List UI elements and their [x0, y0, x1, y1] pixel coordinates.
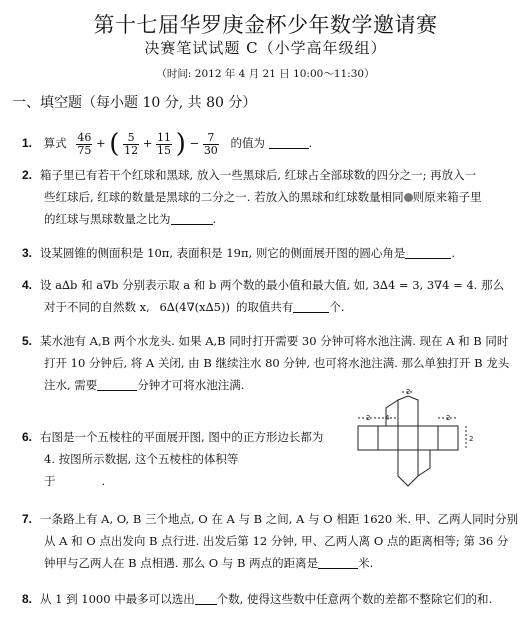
question-number: 6.	[22, 430, 33, 444]
q5-line-3a: 注水, 需要	[44, 378, 98, 392]
numerator: 7	[203, 132, 219, 145]
answer-blank[interactable]	[269, 136, 309, 149]
denominator: 75	[77, 143, 92, 157]
period: .	[101, 474, 106, 488]
exam-subtitle: 决赛笔试试题 C（小学高年级组）	[144, 39, 387, 57]
bottom-pentagon	[398, 450, 418, 486]
answer-blank[interactable]	[293, 300, 329, 313]
numerator: 46	[77, 130, 92, 144]
q8-text-b: 个数, 使得这些数中任意两个数的差都不整除它们的和.	[216, 592, 493, 606]
denominator: 30	[203, 143, 218, 157]
period: .	[212, 212, 217, 226]
dim-label: 2	[366, 414, 371, 422]
numerator: 5	[123, 132, 139, 145]
q5-line-1: 某水池有 A,B 两个水龙头. 如果 A,B 同时打开需要 30 分钟可将水池注满. 现在 A 和 B 同时	[40, 334, 509, 348]
question-number: 2.	[22, 168, 33, 182]
square-strip	[358, 426, 458, 450]
answer-blank[interactable]	[318, 556, 358, 569]
ink-spot-icon	[404, 193, 413, 202]
question-2	[22, 164, 482, 230]
q4-line-1: 设 a∆b 和 a∇b 分别表示取 a 和 b 两个数的最小值和最大值, 如, 3∆4 = 3, 3∇4 = 4. 那么	[40, 278, 505, 292]
answer-blank[interactable]	[405, 246, 451, 259]
section-heading: 一、填空题（每小题 10 分, 共 80 分）	[12, 95, 257, 111]
question-5	[22, 330, 509, 396]
question-8	[22, 588, 492, 610]
plus-sign: +	[142, 136, 153, 150]
numerator: 11	[157, 130, 172, 144]
answer-blank[interactable]	[195, 592, 217, 605]
question-number: 1.	[22, 136, 33, 150]
q2-line-2b: 则原来箱子里	[412, 190, 482, 204]
period: .	[451, 246, 455, 260]
plus-sign: +	[95, 136, 106, 150]
q7-line-1: 一条路上有 A, O, B 三个地点, O 在 A 与 B 之间, A 与 O 相距 1620 米. 甲、乙两人同时分别	[40, 512, 519, 526]
q4-end: 个.	[329, 300, 345, 314]
question-number: 4.	[22, 278, 33, 292]
question-4	[22, 274, 504, 318]
minus-sign: −	[189, 136, 200, 150]
denominator: 12	[124, 143, 139, 157]
question-number: 8.	[22, 592, 33, 606]
q1-prefix: 算式	[43, 136, 67, 150]
q8-text-a: 从 1 到 1000 中最多可以选出	[40, 592, 195, 606]
dim-label: 2	[406, 388, 411, 396]
contest-title: 第十七届华罗庚金杯少年数学邀请赛	[93, 13, 438, 37]
period: .	[308, 136, 313, 150]
q7-line-3a: 钟甲与乙两人在 B 点相遇. 那么 O 与 B 两点的距离是	[44, 556, 319, 570]
answer-blank[interactable]	[97, 378, 137, 391]
right-paren: )	[175, 129, 186, 159]
q6-line-2: 4. 按图所示数据, 这个五棱柱的体积等	[44, 452, 239, 466]
question-6	[22, 426, 323, 492]
dim-label: 2	[446, 414, 451, 422]
q6-line-1: 右图是一个五棱柱的平面展开图, 图中的正方形边长都为	[40, 430, 324, 444]
fraction-5-12	[123, 132, 139, 157]
question-number: 3.	[22, 246, 33, 260]
question-3	[22, 242, 455, 264]
q7-line-2: 从 A 和 O 点出发向 B 点行进. 出发后第 12 分钟, 甲、乙两人离 O 点的距离相等; 第 36 分	[44, 534, 509, 548]
dim-label: 2	[469, 435, 474, 443]
q4-line-2b: 的取值共有	[235, 300, 294, 314]
denominator: 15	[157, 143, 172, 157]
q5-line-3b: 分钟才可将水池注满.	[137, 378, 245, 392]
answer-blank[interactable]	[171, 212, 213, 225]
exam-time: （时间: 2012 年 4 月 21 日 10:00～11:30）	[156, 68, 375, 80]
left-paren: (	[109, 129, 120, 159]
q2-line-3: 的红球与黑球数量之比为	[44, 212, 171, 226]
q7-line-3b: 米.	[358, 556, 374, 570]
top-pentagon	[398, 396, 418, 426]
answer-blank[interactable]	[56, 474, 102, 487]
question-number: 5.	[22, 334, 33, 348]
question-7	[22, 508, 518, 574]
fraction-46-75	[76, 132, 92, 157]
q2-line-1: 箱子里已有若干个红球和黑球, 放入一些黑球后, 红球占全部球数的四分之一; 再放入一	[40, 168, 477, 182]
q4-line-2a: 对于不同的自然数 x,	[44, 300, 150, 314]
q2-line-2a: 些红球后, 红球的数量是黑球的二分之一. 若放入的黑球和红球数量相同	[44, 190, 404, 204]
q6-line-3a: 于	[44, 474, 56, 488]
prism-net-figure	[338, 388, 488, 496]
dim-label: 4	[385, 414, 390, 422]
q1-suffix: 的值为	[230, 136, 265, 150]
fraction-7-30	[203, 132, 219, 157]
q3-text: 设某圆锥的侧面积是 10π, 表面积是 19π, 则它的侧面展开图的圆心角是	[40, 246, 406, 260]
fraction-11-15	[156, 132, 172, 157]
question-1	[22, 128, 312, 158]
q5-line-2: 打开 10 分钟后, 将 A 关闭, 由 B 继续注水 80 分钟, 也可将水池注满. 那么单独打开 B 龙头	[44, 356, 510, 370]
q4-expression: 6∆(4∇(x∆5))	[159, 300, 230, 314]
question-number: 7.	[22, 512, 33, 526]
